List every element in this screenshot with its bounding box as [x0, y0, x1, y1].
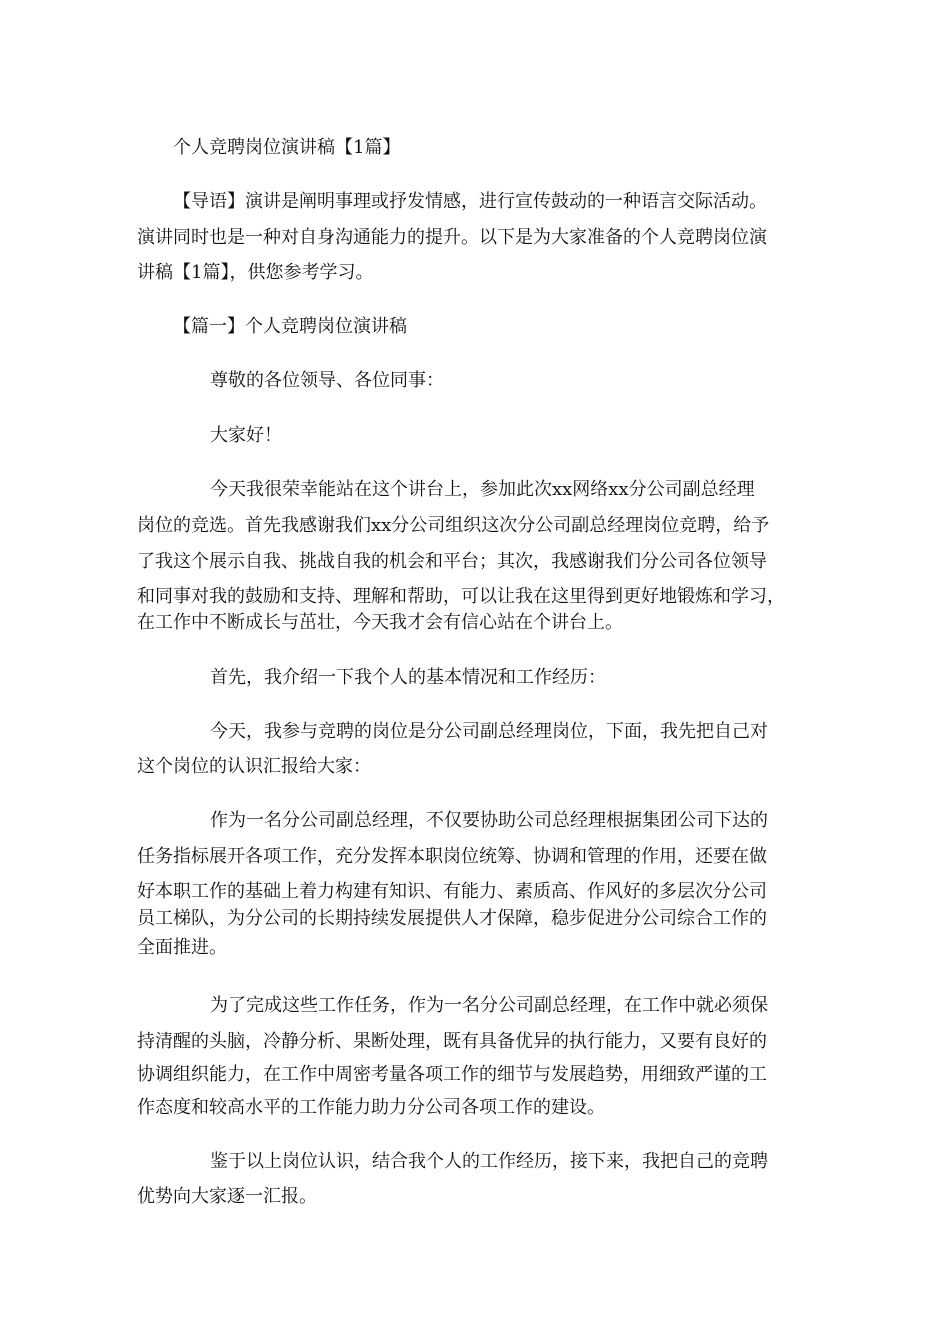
paragraph-line: 作态度和较高水平的工作能力助力分公司各项工作的建设。 — [137, 1097, 605, 1118]
paragraph-line: 好本职工作的基础上着力构建有知识、有能力、素质高、作风好的多层次分公司 — [137, 881, 767, 902]
paragraph-line: 优势向大家逐一汇报。 — [137, 1186, 317, 1207]
paragraph-line: 全面推进。 — [137, 937, 227, 958]
document-title: 个人竞聘岗位演讲稿【1篇】 — [173, 137, 401, 158]
paragraph-line: 这个岗位的认识汇报给大家： — [137, 756, 371, 777]
paragraph-line: 鉴于以上岗位认识，结合我个人的工作经历，接下来，我把自己的竞聘 — [210, 1151, 768, 1172]
paragraph-line: 任务指标展开各项工作，充分发挥本职岗位统筹、协调和管理的作用，还要在做 — [137, 846, 767, 867]
paragraph-line: 在工作中不断成长与茁壮，今天我才会有信心站在个讲台上。 — [137, 612, 623, 633]
paragraph-line: 和同事对我的鼓励和支持、理解和帮助，可以让我在这里得到更好地锻炼和学习， — [137, 586, 785, 607]
paragraph-line: 为了完成这些工作任务，作为一名分公司副总经理，在工作中就必须保 — [210, 995, 768, 1016]
salutation: 尊敬的各位领导、各位同事： — [210, 370, 444, 391]
paragraph-line: 协调组织能力，在工作中周密考量各项工作的细节与发展趋势，用细致严谨的工 — [137, 1064, 767, 1085]
paragraph-line: 员工梯队，为分公司的长期持续发展提供人才保障，稳步促进分公司综合工作的 — [137, 908, 767, 929]
paragraph-line: 今天，我参与竞聘的岗位是分公司副总经理岗位，下面，我先把自己对 — [210, 721, 768, 742]
intro-line: 【导语】演讲是阐明事理或抒发情感，进行宣传鼓动的一种语言交际活动。 — [173, 191, 767, 212]
paragraph-line: 持清醒的头脑，冷静分析、果断处理，既有具备优异的执行能力，又要有良好的 — [137, 1031, 767, 1052]
paragraph-line: 今天我很荣幸能站在这个讲台上，参加此次xx网络xx分公司副总经理 — [210, 479, 755, 500]
section-heading: 【篇一】个人竞聘岗位演讲稿 — [173, 316, 407, 337]
intro-line: 讲稿【1篇】，供您参考学习。 — [137, 262, 374, 283]
greeting: 大家好！ — [210, 425, 282, 446]
paragraph-line: 岗位的竞选。首先我感谢我们xx分公司组织这次分公司副总经理岗位竞聘，给予 — [137, 515, 770, 536]
paragraph-line: 首先，我介绍一下我个人的基本情况和工作经历： — [210, 667, 606, 688]
intro-line: 演讲同时也是一种对自身沟通能力的提升。以下是为大家准备的个人竞聘岗位演 — [137, 227, 767, 248]
paragraph-line: 作为一名分公司副总经理，不仅要协助公司总经理根据集团公司下达的 — [210, 810, 768, 831]
paragraph-line: 了我这个展示自我、挑战自我的机会和平台；其次，我感谢我们分公司各位领导 — [137, 551, 767, 572]
